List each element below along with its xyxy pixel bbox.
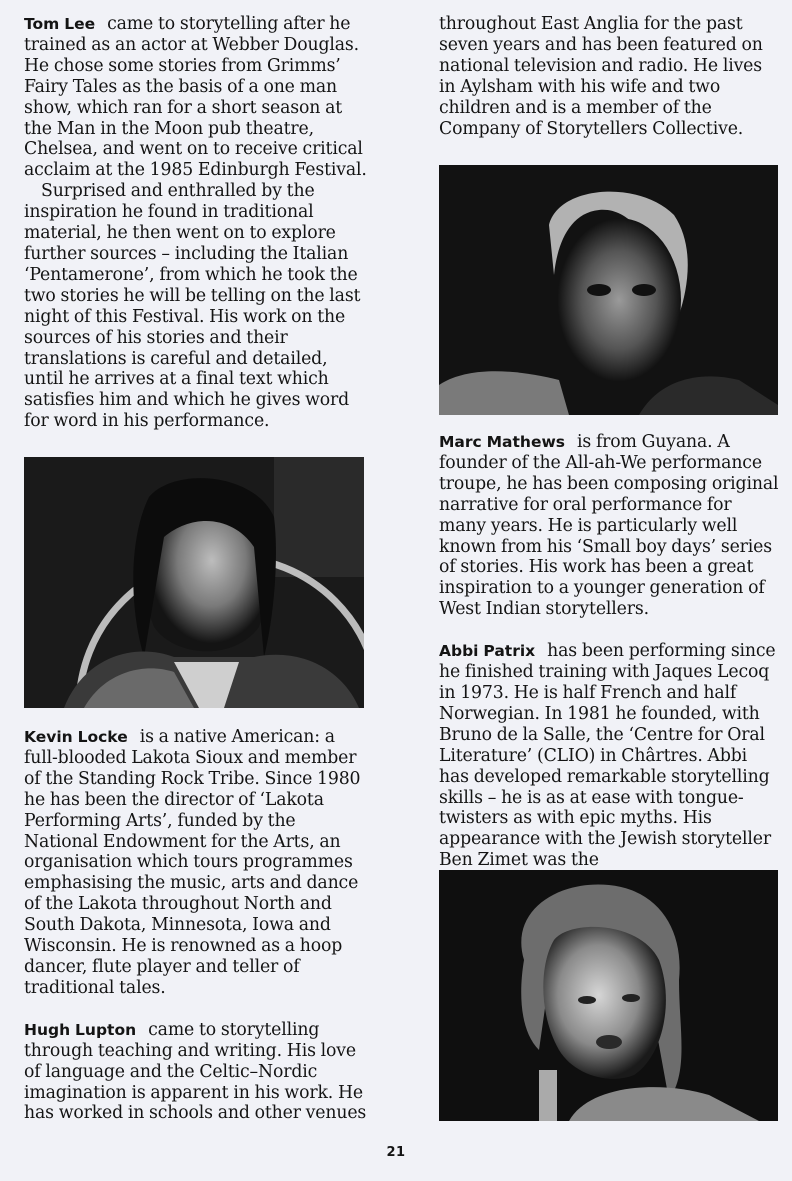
left-column (24, 14, 370, 432)
bio-marc-mathews (439, 432, 779, 620)
right-column-lower (439, 432, 779, 871)
bio-name-hugh-lupton: Hugh Lupton (24, 1020, 137, 1039)
photo-marc-mathews (439, 165, 778, 415)
bio-hugh-lupton-continued: throughout East Anglia for the past seven years and has been featured on national television and radio. He lives in Aylsham with his wife and two children and is a member of the Company of Storytellers Collective. (439, 14, 763, 139)
bio-name-marc-mathews: Marc Mathews (439, 433, 565, 451)
bio-abbi-patrix (439, 641, 779, 871)
photo-kevin-locke (24, 457, 364, 708)
bio-name-abbi-patrix: Abbi Patrix (439, 642, 536, 661)
bio-text: came to storytelling through teaching and writing. His love of language and the Celtic–Nordic imagination is apparent in his work. He has worked in schools and other venues (24, 1019, 367, 1124)
portrait-illustration (439, 165, 778, 415)
page-number: 21 (386, 1145, 406, 1160)
bio-name-kevin-locke: Kevin Locke (24, 728, 128, 746)
bio-text: is from Guyana. A founder of the All-ah-We performance troupe, he has been composing original narrative for oral performance for many years. He is particularly well known from his ‘Small boy days’ series of stories. His work has been a great inspiration to a younger generation of West Indian storytellers. (439, 432, 779, 620)
bio-tom-lee (24, 14, 370, 181)
spacer (439, 620, 779, 641)
bio-hugh-lupton (24, 1020, 370, 1125)
bio-name-tom-lee: Tom Lee (24, 15, 96, 33)
portrait-illustration (439, 870, 778, 1121)
bio-kevin-locke (24, 727, 370, 999)
bio-text: came to storytelling after he trained as an actor at Webber Douglas. He chose some stories from Grimms’ Fairy Tales as the basis of a one man show, which ran for a short season at the Man in the Moon pub theatre, Chelsea, and went on to receive critical acclaim at the 1985 Edinburgh Festival. (24, 14, 367, 181)
right-column (439, 14, 779, 139)
bio-text: is a native American: a full-blooded Lakota Sioux and member of the Standing Rock Tribe. Since 1980 he has been the director of ‘Lakota Performing Arts’, funded by the National Endowment for the Arts, an organisation which tours programmes emphasising the music, arts and dance of the Lakota throughout North and South Dakota, Minnesota, Iowa and Wisconsin. He is renowned as a hoop dancer, flute player and teller of traditional tales. (24, 727, 361, 998)
bio-text: has been performing since he finished training with Jaques Lecoq in 1973. He is half French and half Norwegian. In 1981 he founded, with Bruno de la Salle, the ‘Centre for Oral Literature’ (CLIO) in Chârtres. Abbi has developed remarkable storytelling skills – he is as at ease with tongue-twisters as with epic myths. His appearance with the Jewish storyteller Ben Zimet was the (439, 641, 776, 871)
portrait-illustration (24, 457, 364, 708)
spacer (24, 999, 370, 1020)
left-column-lower (24, 727, 370, 1124)
bio-tom-lee-paragraph-2: Surprised and enthralled by the inspiration he found in traditional material, he then went on to explore further sources – including the Italian ‘Pentamerone’, from which he took the two stories he will be telling on the last night of this Festival. His work on the sources of his stories and their translations is careful and detailed, until he arrives at a final text which satisfies him and which he gives word for word in his performance. (24, 181, 361, 432)
photo-abbi-patrix (439, 870, 778, 1121)
